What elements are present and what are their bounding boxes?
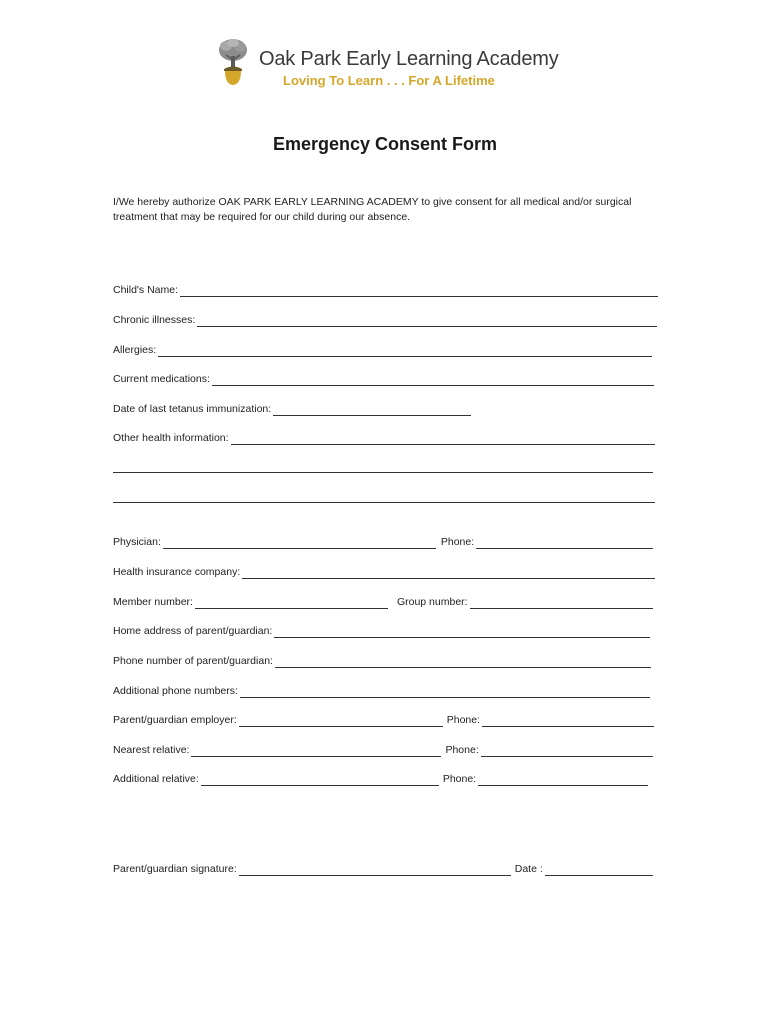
employer-phone-label: Phone: [446, 714, 481, 726]
additional-relative-field[interactable] [113, 773, 648, 786]
insurance-company-line[interactable] [242, 568, 655, 579]
childs-name-line[interactable] [180, 286, 658, 297]
member-number-line[interactable] [195, 598, 388, 609]
allergies-field[interactable] [113, 344, 652, 357]
other-health-field[interactable] [113, 432, 655, 445]
date-label: Date : [514, 863, 543, 875]
nearest-relative-field[interactable] [113, 744, 653, 757]
other-health-line-extra-1[interactable] [113, 462, 653, 473]
current-medications-label: Current medications: [113, 373, 210, 385]
allergies-line[interactable] [158, 346, 652, 357]
member-number-field[interactable] [113, 596, 653, 609]
additional-relative-phone-label: Phone: [442, 773, 477, 785]
tagline: Loving To Learn . . . For A Lifetime [283, 73, 495, 88]
nearest-relative-phone-line[interactable] [481, 746, 653, 757]
group-number-line[interactable] [470, 598, 653, 609]
parent-phone-field[interactable] [113, 655, 651, 668]
additional-relative-phone-line[interactable] [478, 775, 648, 786]
employer-line[interactable] [239, 716, 443, 727]
current-medications-field[interactable] [113, 373, 654, 386]
childs-name-label: Child's Name: [113, 284, 179, 296]
current-medications-line[interactable] [212, 375, 654, 386]
other-health-field-extra-2[interactable] [113, 492, 655, 503]
additional-phones-label: Additional phone numbers: [113, 685, 238, 697]
insurance-company-label: Health insurance company: [113, 566, 241, 578]
employer-field[interactable] [113, 714, 654, 727]
childs-name-field[interactable] [113, 284, 658, 297]
home-address-field[interactable] [113, 625, 650, 638]
nearest-relative-phone-label: Phone: [445, 744, 479, 756]
employer-label: Parent/guardian employer: [113, 714, 237, 726]
other-health-label: Other health information: [113, 432, 229, 444]
group-number-label: Group number: [396, 596, 468, 608]
other-health-line[interactable] [231, 434, 655, 445]
physician-phone-line[interactable] [476, 538, 653, 549]
home-address-label: Home address of parent/guardian: [113, 625, 273, 637]
physician-field[interactable] [113, 536, 653, 549]
chronic-illnesses-line[interactable] [197, 316, 657, 327]
employer-phone-line[interactable] [482, 716, 654, 727]
other-health-line-extra-2[interactable] [113, 492, 655, 503]
signature-label: Parent/guardian signature: [113, 863, 237, 875]
authorization-statement: I/We hereby authorize OAK PARK EARLY LEARNING ACADEMY to give consent for all medical and/or surgical treatment that may be required for our child during our absence. [113, 196, 632, 223]
tetanus-date-field[interactable] [113, 403, 471, 416]
tetanus-date-line[interactable] [273, 405, 471, 416]
parent-phone-label: Phone number of parent/guardian: [113, 655, 273, 667]
signature-field[interactable] [113, 863, 653, 876]
additional-relative-label: Additional relative: [113, 773, 199, 785]
home-address-line[interactable] [274, 627, 650, 638]
signature-line[interactable] [239, 865, 511, 876]
chronic-illnesses-label: Chronic illnesses: [113, 314, 196, 326]
member-number-label: Member number: [113, 596, 193, 608]
date-line[interactable] [545, 865, 653, 876]
allergies-label: Allergies: [113, 344, 157, 356]
other-health-field-extra-1[interactable] [113, 462, 653, 473]
additional-phones-line[interactable] [240, 687, 650, 698]
parent-phone-line[interactable] [275, 657, 651, 668]
physician-line[interactable] [163, 538, 436, 549]
insurance-company-field[interactable] [113, 566, 655, 579]
physician-label: Physician: [113, 536, 161, 548]
physician-phone-label: Phone: [440, 536, 475, 548]
nearest-relative-label: Nearest relative: [113, 744, 190, 756]
organization-name: Oak Park Early Learning Academy [259, 48, 559, 70]
oak-tree-acorn-icon [216, 36, 250, 86]
tetanus-date-label: Date of last tetanus immunization: [113, 403, 272, 415]
additional-relative-line[interactable] [201, 775, 439, 786]
nearest-relative-line[interactable] [191, 746, 441, 757]
additional-phones-field[interactable] [113, 685, 650, 698]
chronic-illnesses-field[interactable] [113, 314, 657, 327]
form-title: Emergency Consent Form [272, 134, 498, 154]
